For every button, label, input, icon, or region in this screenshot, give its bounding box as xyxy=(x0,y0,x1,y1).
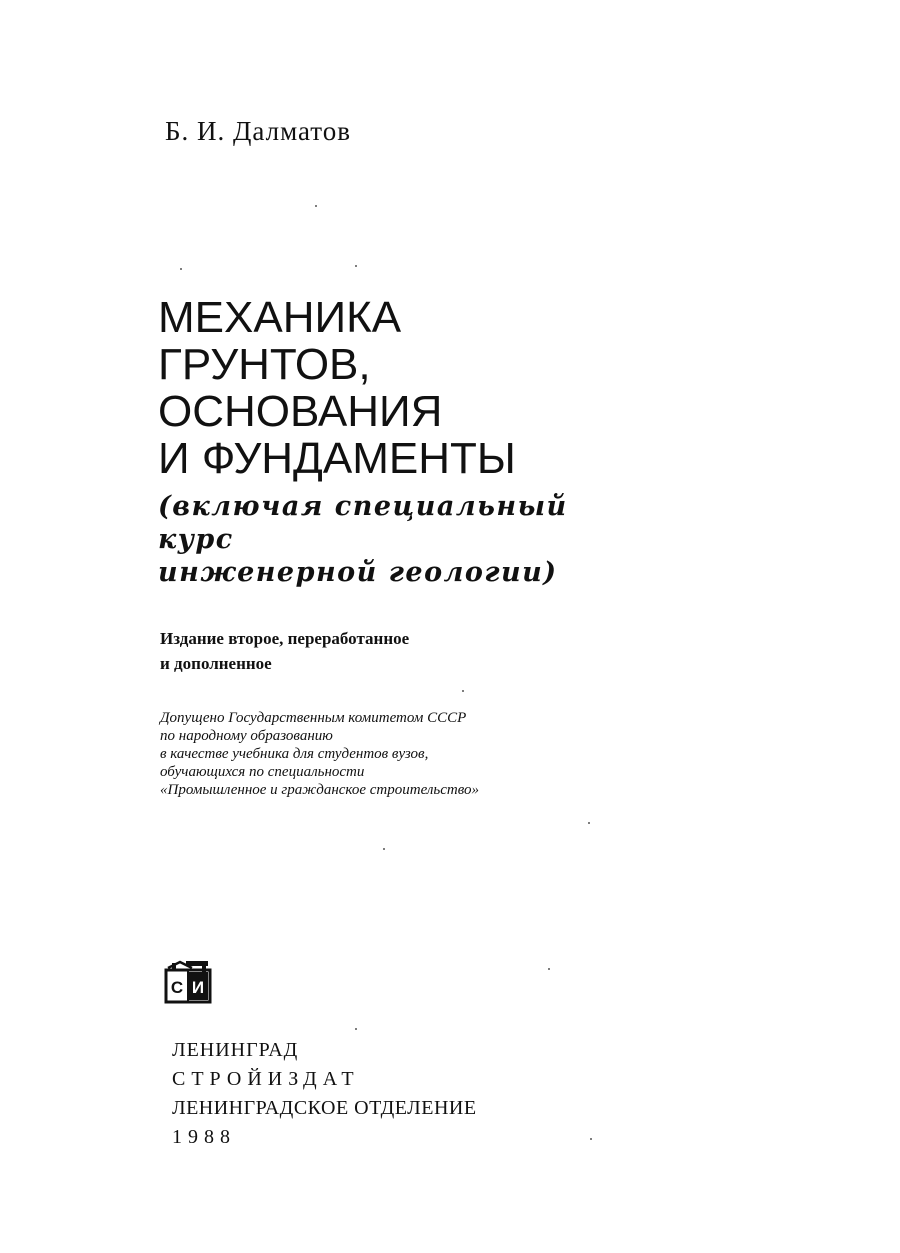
edition-line: Издание второе, переработанное xyxy=(160,629,410,648)
approval-statement xyxy=(160,709,479,799)
imprint-division: ЛЕНИНГРАДСКОЕ ОТДЕЛЕНИЕ xyxy=(172,1097,477,1119)
approval-line: в качестве учебника для студентов вузов, xyxy=(160,746,429,762)
scan-speck xyxy=(462,690,464,692)
logo-letter-i: И xyxy=(191,978,205,997)
scan-speck xyxy=(588,822,590,824)
imprint xyxy=(172,1036,477,1152)
approval-line: «Промышленное и гражданское строительство» xyxy=(160,782,480,798)
approval-line: обучающихся по специальности xyxy=(160,764,365,780)
edition-note xyxy=(160,626,409,676)
subtitle-line: инженерной геологии) xyxy=(158,557,558,588)
title-line: ОСНОВАНИЯ xyxy=(158,387,443,436)
imprint-publisher: СТРОЙИЗДАТ xyxy=(172,1068,360,1090)
title-line: МЕХАНИКА xyxy=(158,293,402,342)
book-subtitle xyxy=(158,490,568,589)
imprint-year: 1988 xyxy=(172,1126,236,1148)
title-line: И ФУНДАМЕНТЫ xyxy=(158,434,516,483)
scan-speck xyxy=(355,1028,357,1030)
scan-speck xyxy=(355,265,357,267)
approval-line: Допущено Государственным комитетом СССР xyxy=(160,710,467,726)
subtitle-line: (включая специальный xyxy=(158,491,568,522)
scan-speck xyxy=(383,848,385,850)
scan-speck xyxy=(590,1138,592,1140)
subtitle-line: курс xyxy=(158,524,234,555)
publisher-logo-graphic xyxy=(162,958,214,1006)
scan-speck xyxy=(315,205,317,207)
stroyizdat-logo-icon xyxy=(162,958,214,1006)
book-title xyxy=(158,294,516,482)
title-line: ГРУНТОВ, xyxy=(158,340,371,389)
scan-speck xyxy=(180,268,182,270)
scan-speck xyxy=(548,968,550,970)
logo-letter-s: С xyxy=(170,978,184,997)
approval-line: по народному образованию xyxy=(160,728,333,744)
imprint-city: ЛЕНИНГРАД xyxy=(172,1039,299,1061)
edition-line: и дополненное xyxy=(160,654,272,673)
author-name: Б. И. Далматов xyxy=(165,116,351,146)
